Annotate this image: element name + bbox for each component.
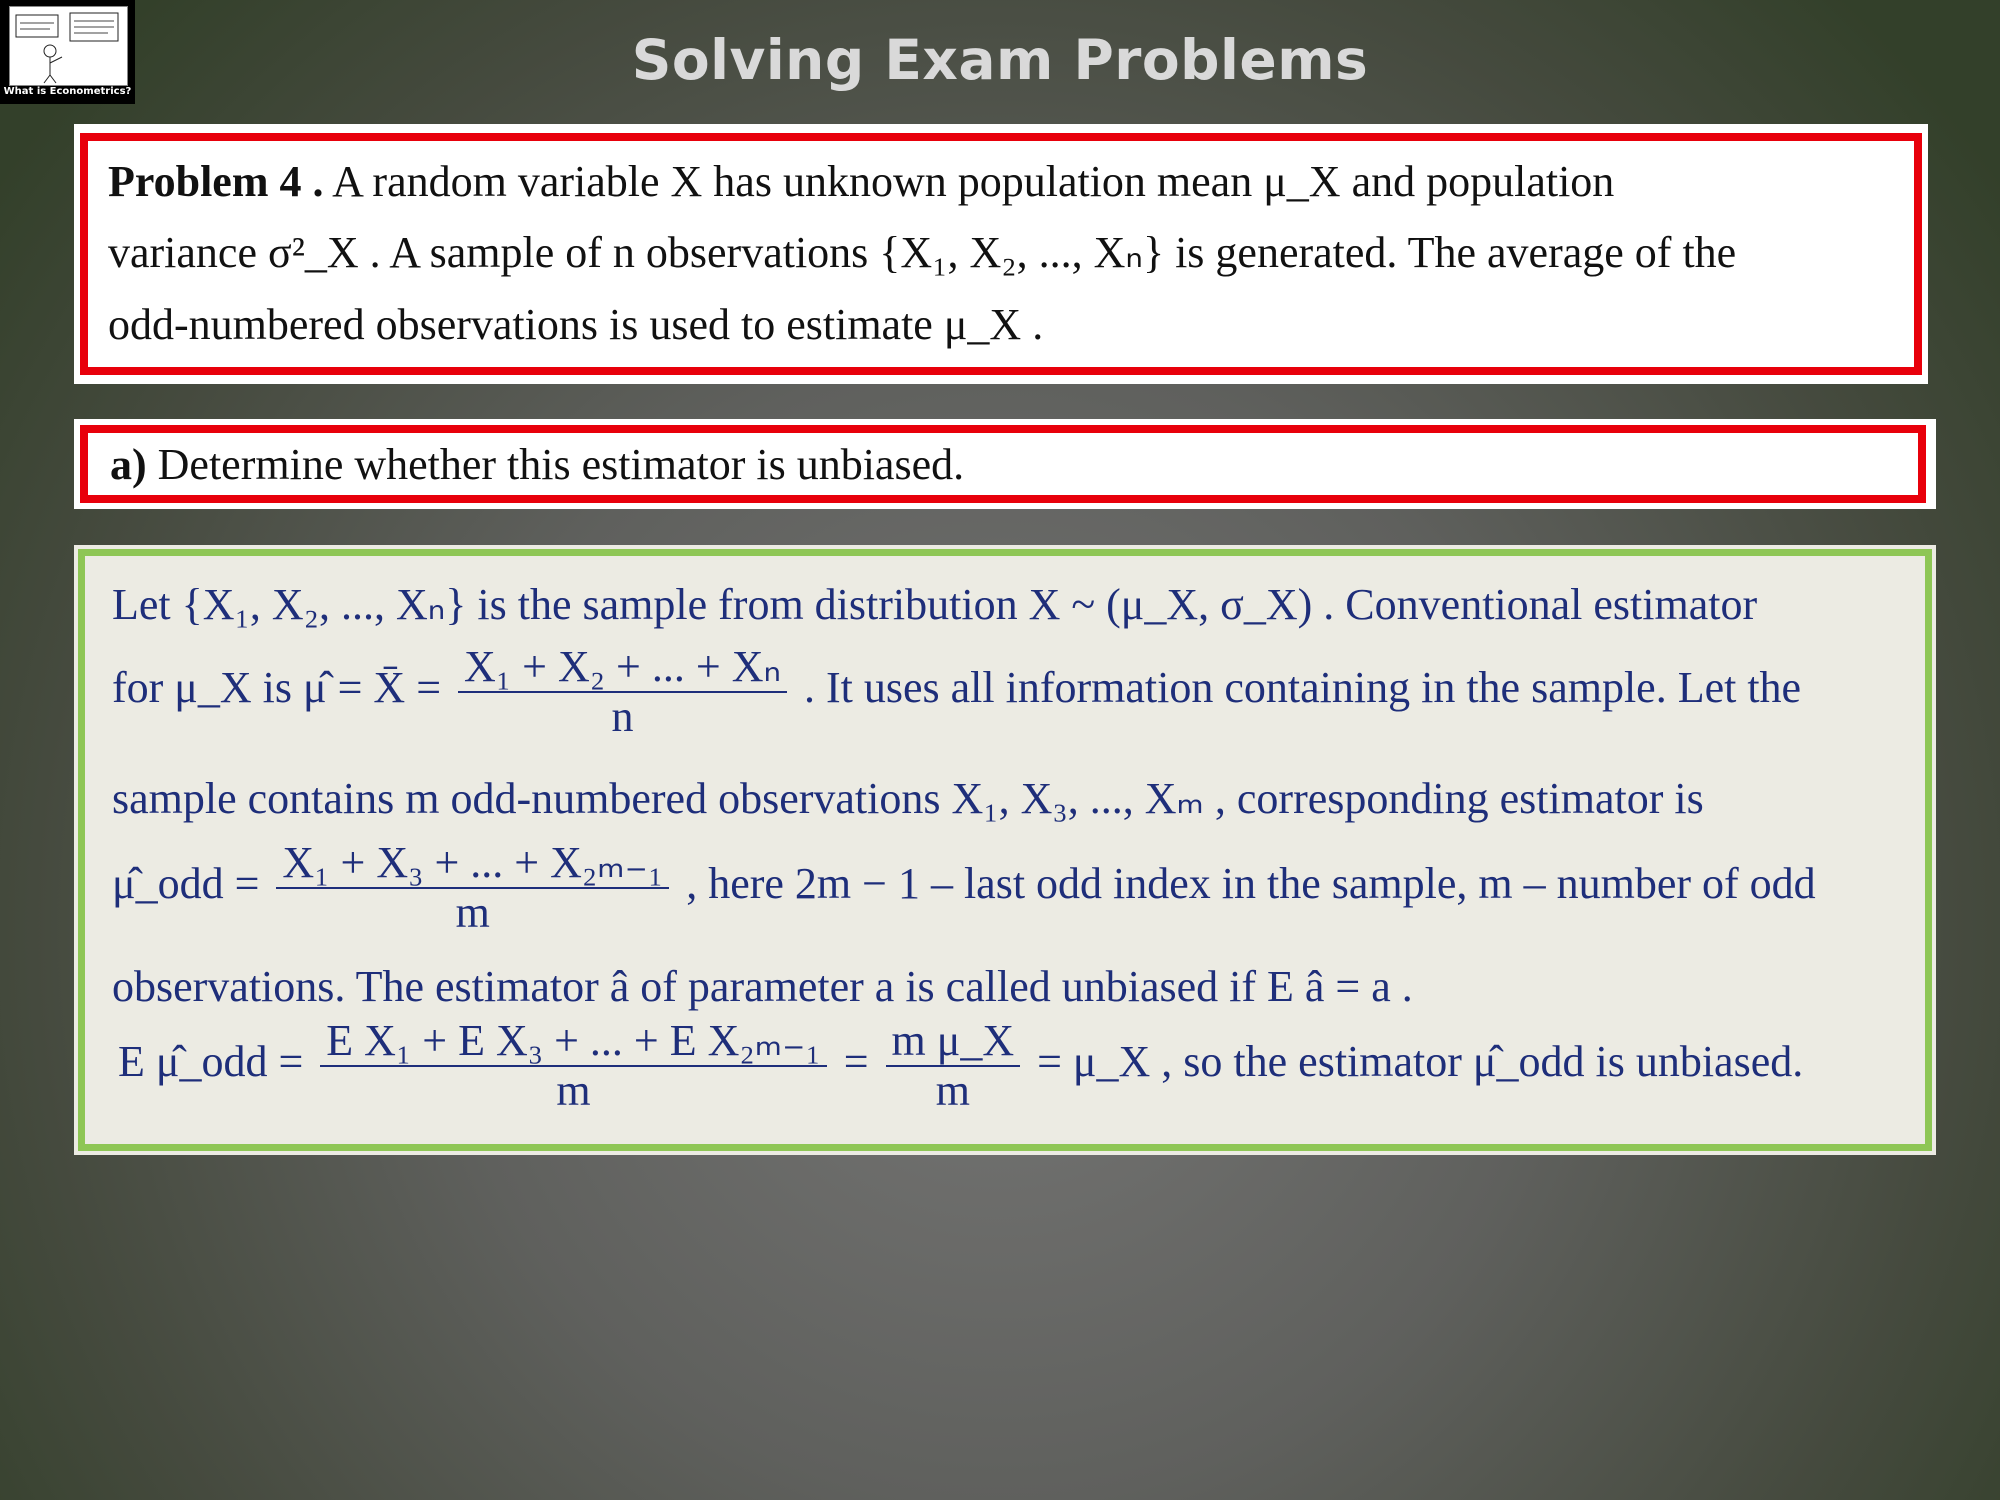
question-label: a) — [110, 440, 147, 489]
solution-line-2 — [112, 642, 1802, 741]
solution-line-5: observations. The estimator â of parameter a is called unbiased if E â = a . — [112, 962, 1413, 1011]
solution-line-2-end: . It uses all information containing in the sample. Let the — [804, 663, 1802, 713]
solution-line-6-end: = μ_X , so the estimator μ̂_odd is unbiased. — [1037, 1037, 1804, 1087]
solution-line-6-equals: = — [843, 1037, 869, 1087]
question-line — [110, 440, 965, 489]
solution-line-4 — [112, 838, 1816, 937]
problem-text-1: A random variable X has unknown population mean μ_X and population — [332, 157, 1615, 206]
solution-line-3: sample contains m odd-numbered observations X₁, X₃, ..., Xₘ , corresponding estimator is — [112, 774, 1704, 823]
mean-fraction — [458, 642, 787, 741]
solution-line-1: Let {X₁, X₂, ..., Xₙ} is the sample from distribution X ~ (μ_X, σ_X) . Conventional estimator — [112, 580, 1758, 629]
slide-title: Solving Exam Problems — [631, 28, 1369, 92]
odd-estimator-numerator: X₁ + X₃ + ... + X₂ₘ₋₁ — [276, 841, 669, 889]
question-text: Determine whether this estimator is unbiased. — [157, 440, 965, 489]
problem-line-3: odd-numbered observations is used to estimate μ_X . — [108, 300, 1044, 349]
question-box — [74, 419, 1936, 509]
solution-line-4-start: μ̂_odd = — [112, 859, 260, 909]
simplified-numerator: m μ_X — [886, 1019, 1021, 1067]
problem-label: Problem 4 . — [108, 157, 324, 206]
solution-line-6 — [118, 1016, 1804, 1115]
simplified-fraction — [886, 1016, 1021, 1115]
solution-box — [74, 545, 1936, 1155]
solution-line-4-end: , here 2m − 1 – last odd index in the sample, m – number of odd — [686, 859, 1816, 909]
problem-line-1 — [108, 157, 1615, 206]
expectation-numerator: E X₁ + E X₃ + ... + E X₂ₘ₋₁ — [320, 1019, 826, 1067]
mean-fraction-denominator: n — [611, 692, 634, 741]
logo-caption: What is Econometrics? — [3, 86, 132, 97]
problem-line-2: variance σ²_X . A sample of n observations {X₁, X₂, ..., Xₙ} is generated. The average of the — [108, 228, 1737, 277]
mean-fraction-numerator: X₁ + X₂ + ... + Xₙ — [458, 645, 787, 693]
expectation-denominator: m — [556, 1066, 591, 1115]
odd-estimator-fraction — [276, 838, 669, 937]
solution-line-6-start: E μ̂_odd = — [118, 1037, 304, 1087]
odd-estimator-denominator: m — [455, 888, 490, 937]
problem-box — [74, 124, 1928, 384]
simplified-denominator: m — [935, 1066, 970, 1115]
solution-line-2-start: for μ_X is μ̂ = X̄ = — [112, 663, 442, 713]
expectation-fraction — [320, 1016, 826, 1115]
